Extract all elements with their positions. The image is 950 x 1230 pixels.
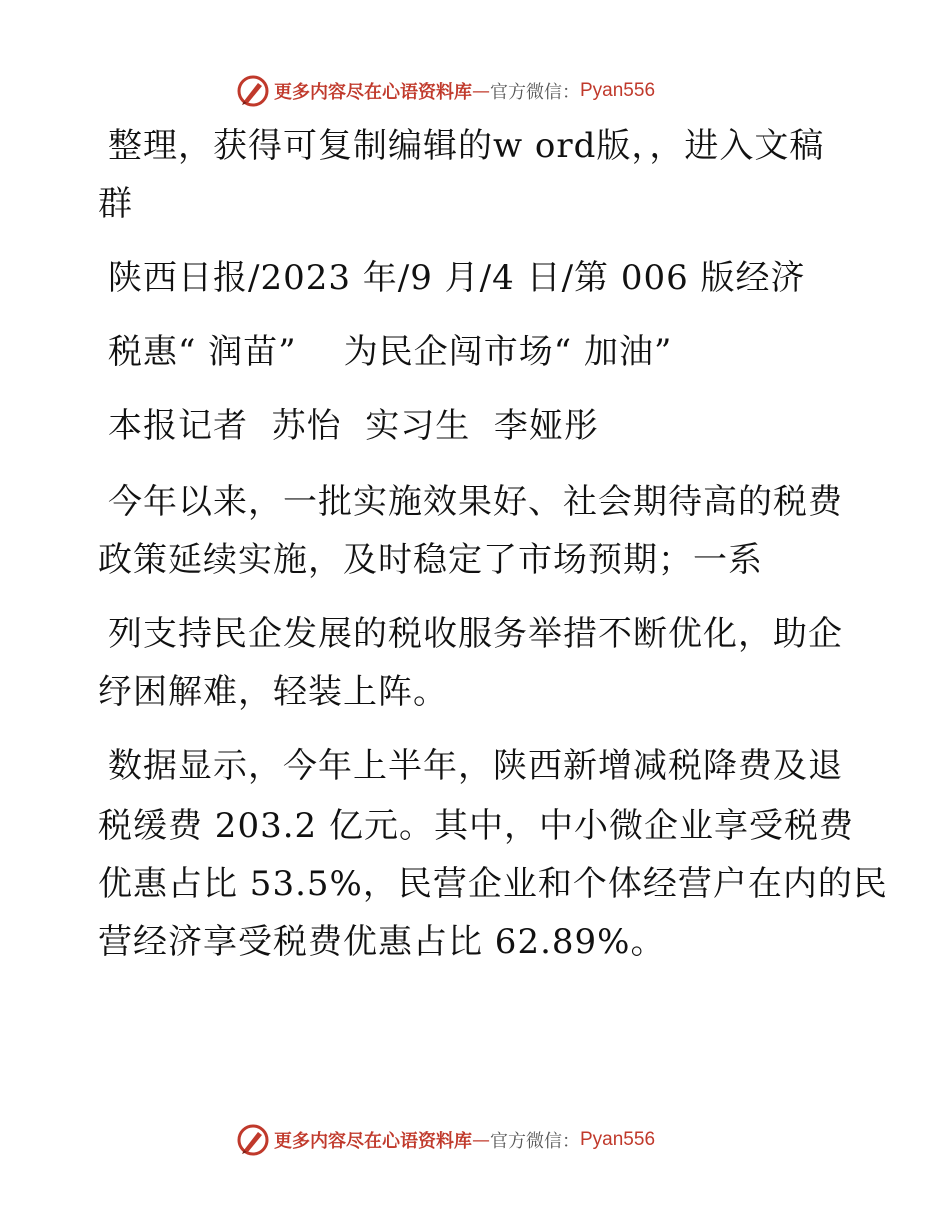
watermark-wechat-id: Pyan556 xyxy=(580,1129,656,1150)
watermark-wechat-label: 官方微信： xyxy=(490,1131,580,1152)
article-headline: 税惠“ 润苗” 为民企闯市场“ 加油” xyxy=(108,332,673,372)
text-line: 纾困解难，轻装上阵。 xyxy=(98,672,448,712)
article-byline: 本报记者 苏怡 实习生 李娅彤 xyxy=(108,406,599,446)
text-line: 税缓费 203.2 亿元。其中，中小微企业享受税费 xyxy=(98,806,854,846)
text-line: 今年以来，一批实施效果好、社会期待高的税费 xyxy=(108,482,843,522)
header-watermark xyxy=(236,74,655,108)
text-line: 营经济享受税费优惠占比 62.89%。 xyxy=(98,922,666,962)
text-line: 整理，获得可复制编辑的w ord版，，进入文稿 xyxy=(108,126,825,166)
text-line: 群 xyxy=(98,184,133,224)
text-line: 优惠占比 53.5%，民营企业和个体经营户在内的民 xyxy=(98,864,888,904)
watermark-wechat-id: Pyan556 xyxy=(580,80,656,101)
text-line: 政策延续实施，及时稳定了市场预期；一系 xyxy=(98,540,763,580)
pen-logo-icon xyxy=(236,74,270,108)
watermark-title: 更多内容尽在心语资料库 xyxy=(274,1131,472,1152)
text-line: 数据显示，今年上半年，陕西新增减税降费及退 xyxy=(108,746,843,786)
watermark-title: 更多内容尽在心语资料库 xyxy=(274,82,472,103)
text-line: 列支持民企发展的税收服务举措不断优化，助企 xyxy=(108,614,843,654)
pen-logo-icon xyxy=(236,1123,270,1157)
footer-watermark xyxy=(236,1123,655,1157)
article-source-line: 陕西日报/2023 年/9 月/4 日/第 006 版经济 xyxy=(108,258,806,298)
watermark-wechat-label: 官方微信： xyxy=(490,82,580,103)
watermark-dash: — xyxy=(472,1129,490,1151)
watermark-dash: — xyxy=(472,80,490,102)
